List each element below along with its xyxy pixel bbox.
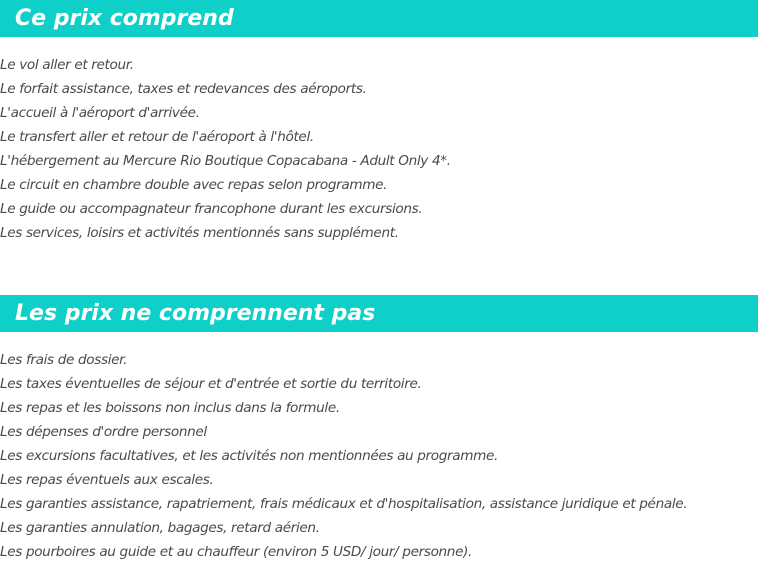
included-item: L'accueil à l'aéroport d'arrivée. xyxy=(0,105,200,121)
excluded-item: Les frais de dossier. xyxy=(0,352,128,368)
excluded-item: Les garanties annulation, bagages, retard aérien. xyxy=(0,520,320,536)
excluded-item: Les repas éventuels aux escales. xyxy=(0,472,214,488)
included-item: Le transfert aller et retour de l'aéroport à l'hôtel. xyxy=(0,129,314,145)
included-item: Le forfait assistance, taxes et redevances des aéroports. xyxy=(0,81,367,97)
excluded-item: Les pourboires au guide et au chauffeur (environ 5 USD/ jour/ personne). xyxy=(0,544,473,560)
excluded-list xyxy=(0,348,758,564)
included-item: Le vol aller et retour. xyxy=(0,57,134,73)
excluded-section-header: Les prix ne comprennent pas xyxy=(0,295,758,332)
included-item: L'hébergement au Mercure Rio Boutique Copacabana - Adult Only 4*. xyxy=(0,153,451,169)
excluded-item: Les taxes éventuelles de séjour et d'entrée et sortie du territoire. xyxy=(0,376,422,392)
excluded-item: Les garanties assistance, rapatriement, frais médicaux et d'hospitalisation, assistance juridique et pénale. xyxy=(0,496,688,512)
included-section-header: Ce prix comprend xyxy=(0,0,758,37)
included-item: Le guide ou accompagnateur francophone durant les excursions. xyxy=(0,201,423,217)
excluded-item: Les excursions facultatives, et les activités non mentionnées au programme. xyxy=(0,448,499,464)
excluded-item: Les dépenses d'ordre personnel xyxy=(0,424,207,440)
excluded-item: Les repas et les boissons non inclus dans la formule. xyxy=(0,400,340,416)
included-item: Les services, loisirs et activités mentionnés sans supplément. xyxy=(0,225,399,241)
included-item: Le circuit en chambre double avec repas selon programme. xyxy=(0,177,388,193)
included-list xyxy=(0,53,758,245)
